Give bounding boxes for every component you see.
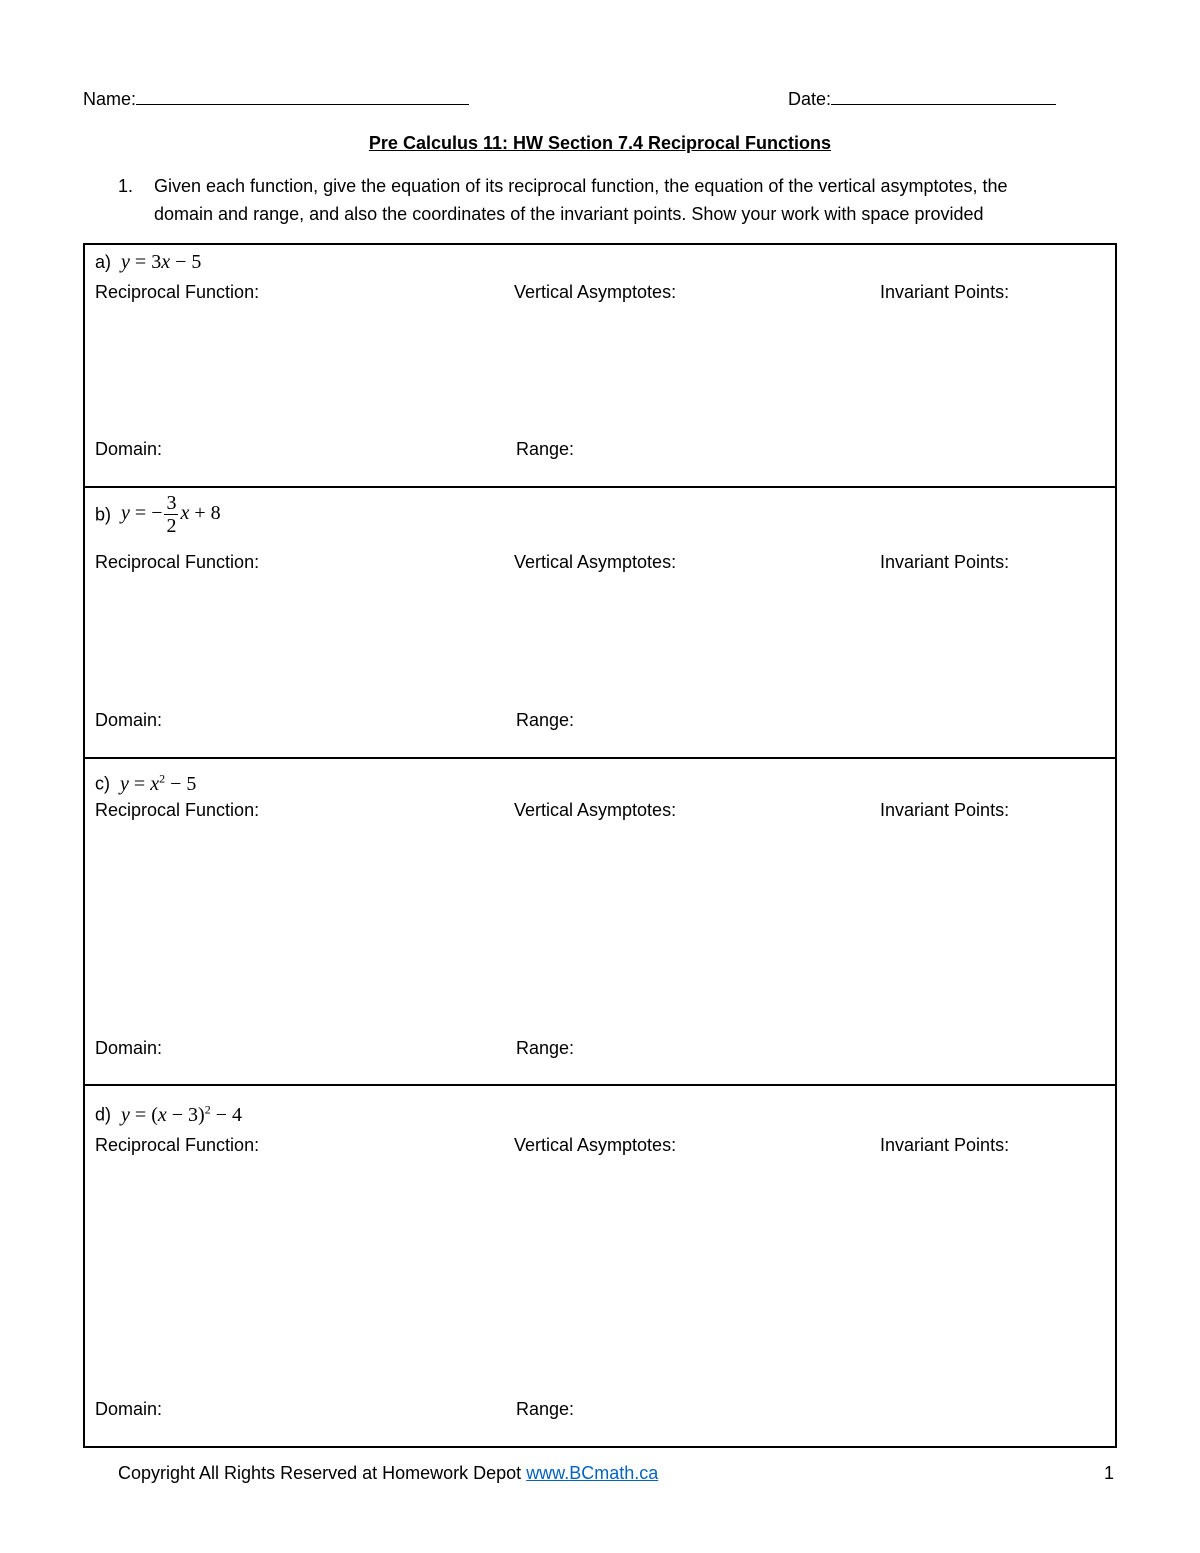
domain-label-d: Domain:	[95, 1399, 163, 1419]
name-label: Name:	[83, 89, 137, 109]
name-field[interactable]	[83, 88, 469, 110]
range-label-d: Range:	[516, 1399, 575, 1419]
date-blank-line[interactable]	[831, 88, 1056, 105]
equation-a: y = 3x − 5	[121, 251, 202, 273]
problem-heading-c	[95, 767, 196, 795]
problem-letter-a: a)	[95, 252, 112, 272]
question-text-line-1: Given each function, give the equation of its reciprocal function, the equation of the vertical asymptotes, the	[154, 176, 1008, 196]
invariant-label-b: Invariant Points:	[880, 552, 1010, 572]
reciprocal-label-b: Reciprocal Function:	[95, 552, 260, 572]
asymptotes-label-d: Vertical Asymptotes:	[514, 1135, 677, 1155]
reciprocal-label-d: Reciprocal Function:	[95, 1135, 260, 1155]
bcmath-link[interactable]: www.BCmath.ca	[526, 1463, 659, 1483]
date-label: Date:	[788, 89, 832, 109]
problem-box-d	[83, 1084, 1117, 1448]
domain-label-c: Domain:	[95, 1038, 163, 1058]
page-title: Pre Calculus 11: HW Section 7.4 Reciprocal Functions	[368, 133, 832, 153]
question-number: 1.	[118, 176, 134, 196]
page-number: 1	[1104, 1463, 1115, 1483]
problem-letter-d: d)	[95, 1104, 112, 1125]
name-blank-line[interactable]	[136, 88, 469, 105]
equation-c: $y = x^2 - 5$	[120, 771, 197, 795]
question-text-line-2: domain and range, and also the coordinates of the invariant points. Show your work with space provided	[154, 204, 984, 224]
copyright-text: Copyright All Rights Reserved at Homework Depot	[118, 1463, 522, 1483]
problem-box-a	[83, 243, 1117, 488]
range-label-c: Range:	[516, 1038, 575, 1058]
reciprocal-label-a: Reciprocal Function:	[95, 282, 260, 302]
asymptotes-label-b: Vertical Asymptotes:	[514, 552, 677, 572]
footer-copyright	[118, 1462, 658, 1484]
invariant-label-c: Invariant Points:	[880, 800, 1010, 820]
invariant-label-a: Invariant Points:	[880, 282, 1010, 302]
invariant-label-d: Invariant Points:	[880, 1135, 1010, 1155]
problem-box-b	[83, 486, 1117, 758]
fraction-three-halves: $\frac{3}{2}$	[166, 492, 177, 537]
problem-letter-c: c)	[95, 773, 110, 794]
problem-heading-b	[95, 492, 221, 537]
problem-letter-b: b)	[95, 504, 112, 525]
domain-label-b: Domain:	[95, 710, 163, 730]
range-label-b: Range:	[516, 710, 575, 730]
asymptotes-label-a: Vertical Asymptotes:	[514, 282, 677, 302]
equation-b: y = − $\frac{3}{2}$ x + 8	[121, 492, 221, 537]
reciprocal-label-c: Reciprocal Function:	[95, 800, 260, 820]
range-label-a: Range:	[516, 439, 575, 459]
problem-heading-d	[95, 1098, 242, 1126]
problem-box-c	[83, 757, 1117, 1086]
date-field[interactable]	[788, 88, 1056, 110]
domain-label-a: Domain:	[95, 439, 163, 459]
equation-d: $y = (x - 3)^2 - 4$	[121, 1102, 242, 1126]
asymptotes-label-c: Vertical Asymptotes:	[514, 800, 677, 820]
problem-heading-a	[95, 251, 201, 273]
